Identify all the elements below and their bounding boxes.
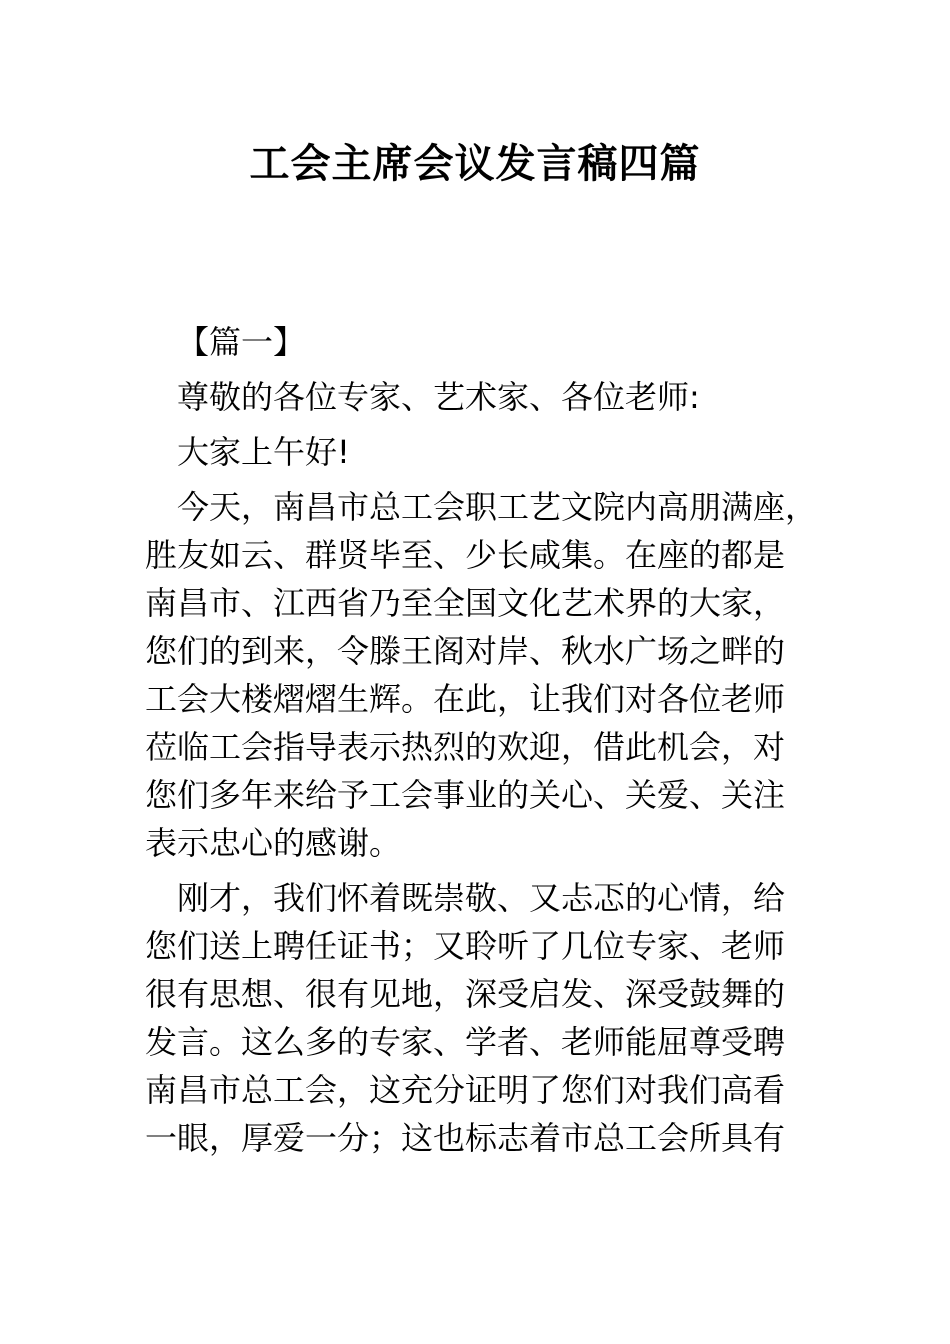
paragraph-1-line: 您们多年来给予工会事业的关心、关爱、关注 bbox=[145, 776, 786, 814]
paragraph-2-line: 发言。这么多的专家、学者、老师能屈尊受聘 bbox=[145, 1023, 786, 1061]
paragraph-2-line: 您们送上聘任证书；又聆听了几位专家、老师 bbox=[145, 927, 786, 965]
paragraph-1-line: 莅临工会指导表示热烈的欢迎，借此机会，对 bbox=[145, 728, 786, 766]
paragraph-1-line: 表示忠心的感谢。 bbox=[145, 824, 402, 862]
paragraph-1 bbox=[145, 483, 818, 867]
paragraph-1-line: 您们的到来，令滕王阁对岸、秋水广场之畔的 bbox=[145, 632, 786, 670]
paragraph-2-line: 一眼，厚爱一分；这也标志着市总工会所具有 bbox=[145, 1119, 786, 1157]
greeting: 大家上午好! bbox=[177, 433, 350, 471]
paragraph-2-line: 南昌市总工会，这充分证明了您们对我们高看 bbox=[145, 1071, 786, 1109]
section-label: 【篇一】 bbox=[177, 323, 306, 361]
paragraph-2-line: 刚才，我们怀着既崇敬、又忐忑的心情，给 bbox=[177, 879, 786, 917]
document-title: 工会主席会议发言稿四篇 bbox=[249, 141, 701, 187]
paragraph-1-line: 胜友如云、群贤毕至、少长咸集。在座的都是 bbox=[145, 536, 786, 574]
salutation: 尊敬的各位专家、艺术家、各位老师: bbox=[177, 378, 700, 416]
paragraph-1-line: 工会大楼熠熠生辉。在此，让我们对各位老师 bbox=[145, 680, 786, 718]
document-body bbox=[145, 318, 818, 1169]
paragraph-1-line: 南昌市、江西省乃至全国文化艺术界的大家， bbox=[145, 584, 786, 622]
paragraph-2 bbox=[145, 874, 805, 1162]
paragraph-1-line: 今天，南昌市总工会职工艺文院内高朋满座， bbox=[177, 488, 818, 526]
paragraph-2-line: 很有思想、很有见地，深受启发、深受鼓舞的 bbox=[145, 975, 786, 1013]
